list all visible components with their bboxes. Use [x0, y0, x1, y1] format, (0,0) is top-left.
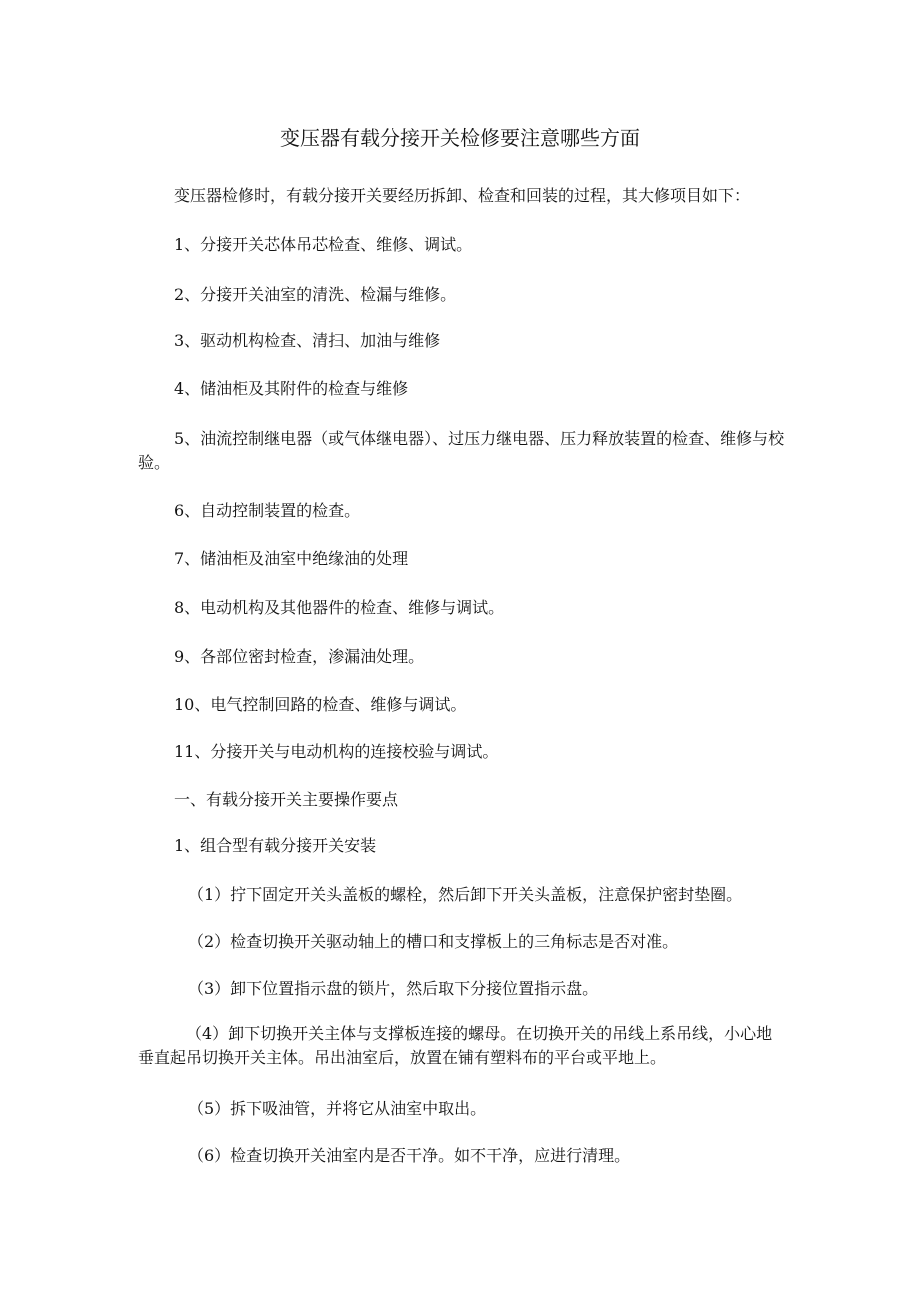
maintenance-item: 5、油流控制继电器（或气体继电器）、过压力继电器、压力释放装置的检查、维修与校验。 [138, 429, 785, 472]
maintenance-item: 10、电气控制回路的检查、维修与调试。 [174, 695, 467, 714]
procedure-step: （1）拧下固定开关头盖板的螺栓，然后卸下开关头盖板，注意保护密封垫圈。 [188, 885, 743, 904]
maintenance-item: 2、分接开关油室的清洗、检漏与维修。 [174, 285, 457, 304]
maintenance-item: 4、储油柜及其附件的检查与维修 [174, 379, 409, 398]
procedure-step: （2）检查切换开关驱动轴上的槽口和支撑板上的三角标志是否对准。 [188, 932, 679, 951]
subsection-heading: 1、组合型有载分接开关安装 [174, 836, 377, 855]
maintenance-item: 6、自动控制装置的检查。 [174, 501, 361, 520]
procedure-step: （5）拆下吸油管，并将它从油室中取出。 [188, 1099, 487, 1118]
intro-paragraph: 变压器检修时，有载分接开关要经历拆卸、检查和回装的过程，其大修项目如下： [174, 186, 751, 205]
maintenance-item: 7、储油柜及油室中绝缘油的处理 [174, 549, 409, 568]
maintenance-item: 8、电动机构及其他器件的检查、维修与调试。 [174, 598, 505, 617]
maintenance-item: 3、驱动机构检查、清扫、加油与维修 [174, 331, 441, 350]
document-title: 变压器有载分接开关检修要注意哪些方面 [280, 126, 640, 150]
maintenance-item: 9、各部位密封检查，渗漏油处理。 [174, 647, 425, 666]
procedure-step: （4）卸下切换开关主体与支撑板连接的螺母。在切换开关的吊线上系吊线，小心地垂直起吊切换开关主体。吊出油室后，放置在铺有塑料布的平台或平地上。 [138, 1024, 773, 1067]
procedure-step: （3）卸下位置指示盘的锁片，然后取下分接位置指示盘。 [188, 979, 599, 998]
section-heading: 一、有载分接开关主要操作要点 [174, 790, 399, 809]
maintenance-item: 1、分接开关芯体吊芯检查、维修、调试。 [174, 235, 473, 254]
procedure-step: （6）检查切换开关油室内是否干净。如不干净，应进行清理。 [188, 1146, 631, 1165]
maintenance-item: 11、分接开关与电动机构的连接校验与调试。 [174, 742, 499, 761]
